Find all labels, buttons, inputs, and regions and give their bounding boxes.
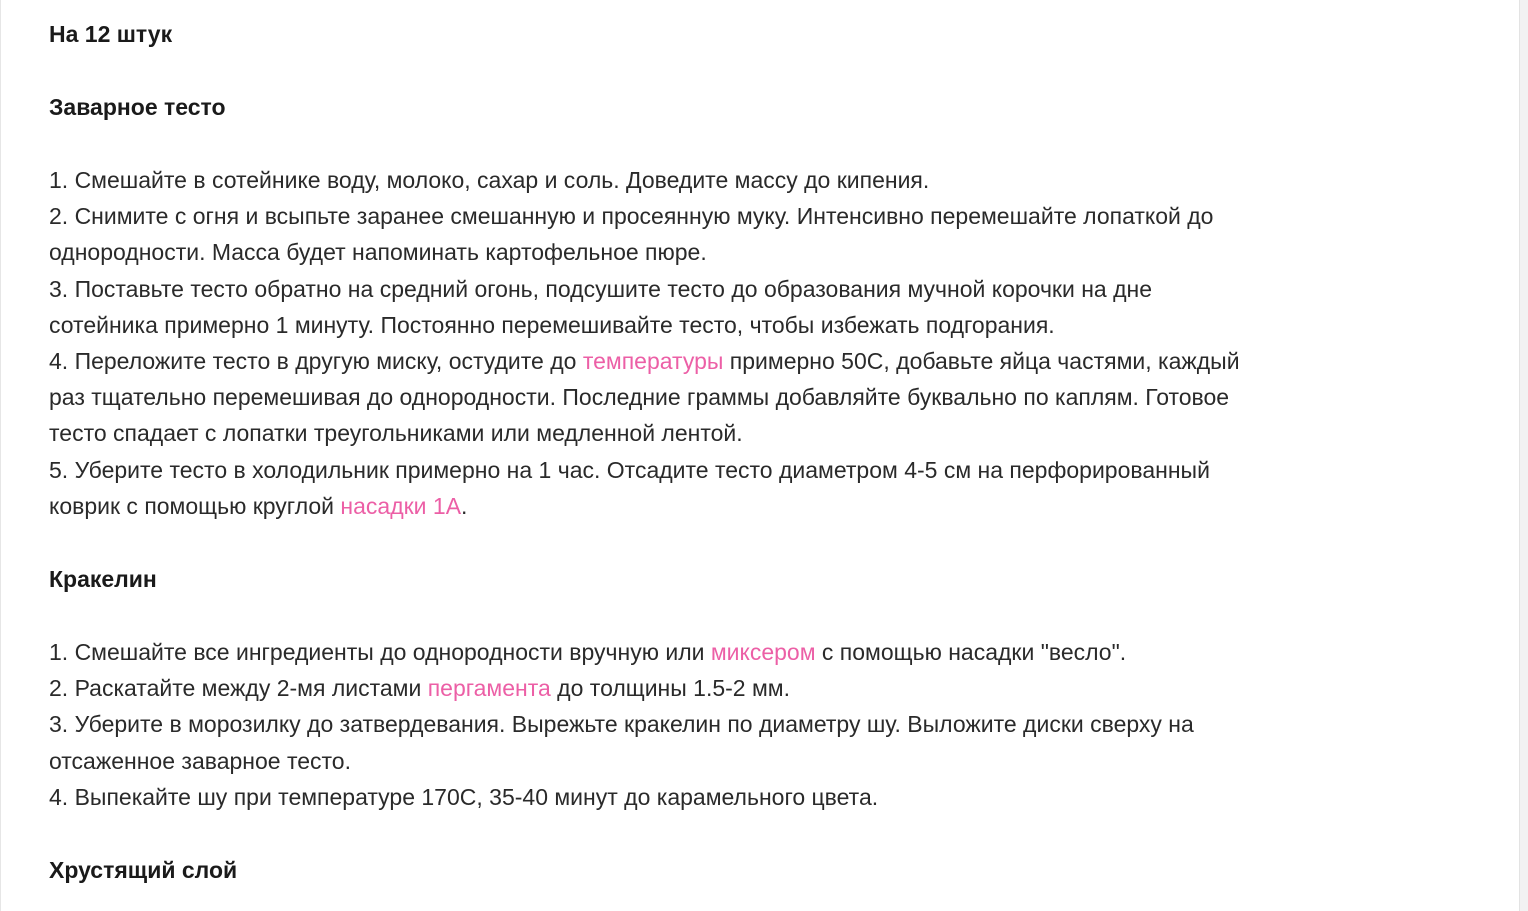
step-text: . — [461, 492, 468, 519]
step-line: сотейника примерно 1 минуту. Постоянно перемешивайте тесто, чтобы избежать подгорания. — [49, 311, 1055, 338]
step-line: отсаженное заварное тесто. — [49, 747, 351, 774]
step-line — [49, 488, 1429, 524]
parchment-link[interactable]: пергамента — [427, 675, 551, 702]
step-text: примерно 50С, добавьте яйца частями, каждый — [723, 348, 1240, 375]
step-text: с помощью насадки "весло". — [815, 639, 1127, 666]
step-text: 2. Раскатайте между 2-мя листами — [49, 675, 428, 702]
spacer — [49, 524, 1429, 561]
spacer — [49, 597, 1429, 634]
step-line — [49, 343, 1429, 379]
choux-dough-heading: Заварное тесто — [49, 94, 226, 120]
craquelin-steps — [49, 634, 1429, 815]
spacer — [49, 125, 1429, 162]
step-line: 5. Уберите тесто в холодильник примерно на 1 час. Отсадите тесто диаметром 4-5 см на перфорированный — [49, 456, 1210, 483]
crispy-layer-heading: Хрустящий слой — [49, 857, 238, 884]
step-line: тесто спадает с лопатки треугольниками или медленной лентой. — [49, 420, 743, 447]
spacer — [49, 815, 1429, 852]
step-line: 4. Выпекайте шу при температуре 170С, 35-40 минут до карамельного цвета. — [49, 783, 879, 810]
step-line — [49, 634, 1429, 670]
step-line — [49, 670, 1429, 706]
craquelin-heading: Кракелин — [49, 566, 157, 593]
page-edge — [1519, 0, 1528, 911]
step-text: коврик с помощью круглой — [49, 492, 341, 519]
step-line: раз тщательно перемешивая до однородности. Последние граммы добавляйте буквально по каплям. Готовое — [49, 384, 1230, 411]
step-line: однородности. Масса будет напоминать картофельное пюре. — [49, 239, 707, 266]
spacer — [49, 52, 1429, 89]
temperature-link[interactable]: температуры — [582, 348, 724, 375]
step-line: 2. Снимите с огня и всыпьте заранее смешанную и просеянную муку. Интенсивно перемешайте лопаткой до — [49, 203, 1214, 230]
step-text: 1. Смешайте все ингредиенты до однородности вручную или — [49, 639, 711, 666]
step-line: 3. Поставьте тесто обратно на средний огонь, подсушите тесто до образования мучной корочки на дне — [49, 275, 1153, 302]
step-text: 4. Переложите тесто в другую миску, остудите до — [49, 348, 583, 375]
mixer-link[interactable]: миксером — [710, 639, 816, 666]
step-text: до толщины 1.5-2 мм. — [550, 675, 790, 702]
recipe-content — [49, 16, 1429, 888]
nozzle-1a-link[interactable]: насадки 1А — [340, 492, 462, 519]
step-line: 1. Смешайте в сотейнике воду, молоко, сахар и соль. Доведите массу до кипения. — [49, 167, 930, 193]
servings-heading: На 12 штук — [49, 21, 173, 47]
choux-dough-steps — [49, 162, 1429, 524]
step-line: 3. Уберите в морозилку до затвердевания. Вырежьте кракелин по диаметру шу. Выложите диски сверху на — [49, 711, 1194, 738]
